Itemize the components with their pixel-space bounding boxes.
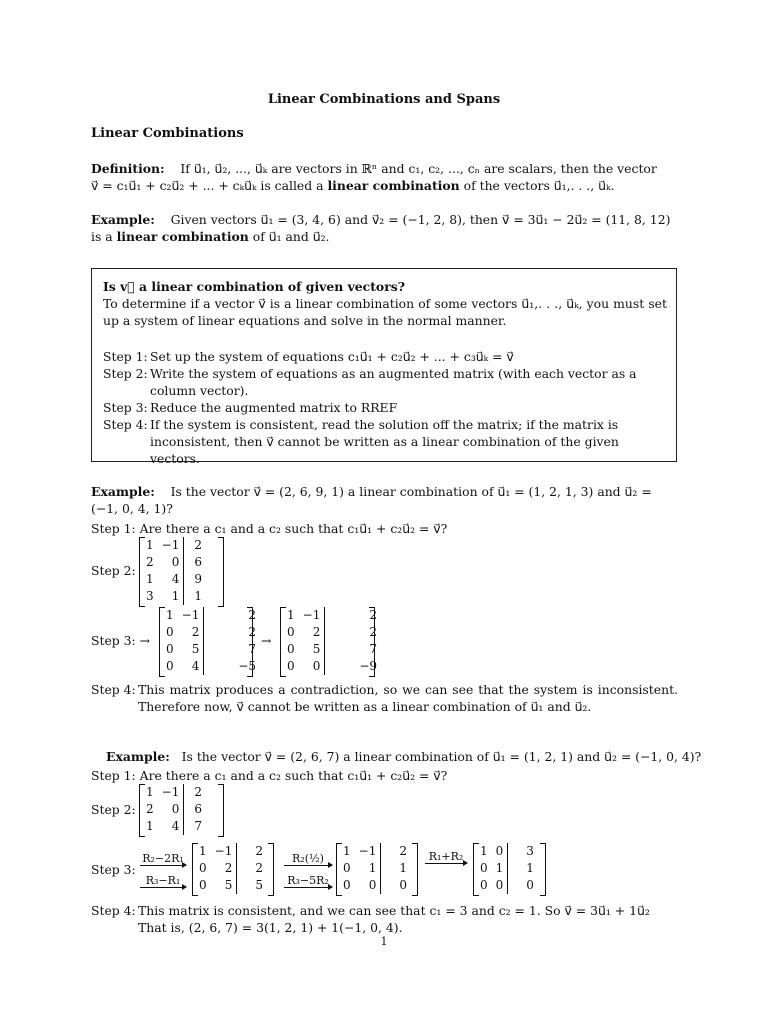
example-3-matrix-step-3a [195,843,267,894]
example-1-label: Example: [91,212,155,227]
matrix-cell: 2 [184,537,206,554]
matrix-row [476,843,538,860]
matrix-cell: −1 [181,608,200,622]
matrix-row [142,554,206,571]
matrix-cell: 5 [312,642,321,656]
box-step-2 [103,365,669,399]
matrix-row [283,658,381,675]
row-op-label: R₁+R₂ [428,850,464,863]
example-1-text-2a: is a [91,229,117,244]
matrix-cell: 0 [343,878,351,892]
matrix-row [283,641,381,658]
arrow-icon [425,863,467,864]
example-3-text-1: Is the vector v⃗ = (2, 6, 7) a linear combination of u⃗₁ = (1, 2, 1) and u⃗₂ = (−1, 0, 4)? [181,749,702,764]
example-3-step-4-line-1: This matrix is consistent, and we can see that c₁ = 3 and c₂ = 1. So v⃗ = 3u⃗₁ + 1u⃗₂ [138,903,650,918]
matrix-cell: −1 [214,844,233,858]
example-1-line-1 [91,211,677,228]
matrix-cell: 0 [480,861,488,875]
matrix-cell: 2 [204,624,260,641]
box-step-4 [103,416,669,467]
box-step-2-label: Step 2: [103,366,148,381]
matrix-row [142,784,206,801]
matrix-row [283,607,381,624]
matrix-cell: 9 [184,571,206,588]
box-steps [103,348,669,467]
matrix-row [142,801,206,818]
procedure-box [91,268,677,466]
matrix-cell: 2 [325,607,381,624]
matrix-cell: 0 [343,861,351,875]
example-2-matrix-step-2 [142,537,206,605]
matrix-cell: 0 [199,878,207,892]
row-op-arrow [140,852,186,866]
row-op-label: R₂−2R₁ [142,852,184,865]
matrix-cell: 1 [146,785,154,799]
arrow-icon [140,887,186,888]
row-op-arrow [284,852,332,866]
matrix-cell: 6 [184,801,206,818]
example-2-step-2-label: Step 2: [91,563,136,578]
matrix-cell: −1 [161,538,180,552]
matrix-cell: 0 [495,878,504,892]
box-step-3-text: Reduce the augmented matrix to RREF [150,400,398,415]
example-2-paragraph [91,483,677,517]
matrix-cell: 0 [199,861,207,875]
matrix-cell: −5 [204,658,260,675]
matrix-row [339,877,411,894]
example-3-step-2-label: Step 2: [91,802,136,817]
row-op-label: R₃−5R₂ [287,874,329,887]
matrix-cell: 2 [204,607,260,624]
example-2-step-1: Step 1: Are there a c₁ and a c₂ such that c₁u⃗₁ + c₂u⃗₂ = v⃗? [91,521,448,536]
example-2-matrix-step-3b [283,607,381,675]
matrix-bracket-right [218,784,224,837]
matrix-cell: 1 [166,608,174,622]
matrix-cell: 4 [171,572,180,586]
matrix-row [195,860,267,877]
definition-line-2 [91,177,677,194]
example-3-matrix-step-3c [476,843,538,894]
matrix-cell: 3 [146,589,154,603]
row-op-label: R₂(½) [292,852,324,865]
matrix-cell: 7 [204,641,260,658]
example-3-label: Example: [106,749,170,764]
matrix-cell: −1 [302,608,321,622]
page-title: Linear Combinations and Spans [267,92,501,107]
matrix-row [162,658,260,675]
matrix-cell: 4 [191,659,200,673]
matrix-cell: 5 [191,642,200,656]
arrow-icon [284,865,332,866]
box-heading: Is v⃗ a linear combination of given vectors? [103,279,405,294]
matrix-cell: 2 [237,843,267,860]
box-step-4-label: Step 4: [103,417,148,432]
example-3-step-1: Step 1: Are there a c₁ and a c₂ such that c₁u⃗₁ + c₂u⃗₂ = v⃗? [91,768,448,783]
matrix-cell: 1 [184,588,206,605]
matrix-cell: 0 [287,642,295,656]
matrix-cell: 0 [171,555,180,569]
matrix-cell: 0 [508,877,538,894]
example-2-step-4-label: Step 4: [91,682,136,697]
matrix-row [142,571,206,588]
matrix-cell: 7 [184,818,206,835]
matrix-cell: −1 [161,785,180,799]
matrix-cell: 1 [146,819,154,833]
matrix-cell: −9 [325,658,381,675]
matrix-cell: −1 [358,844,377,858]
definition-line-1 [91,160,677,177]
matrix-cell: 0 [495,844,504,858]
matrix-cell: 0 [381,877,411,894]
matrix-cell: 2 [224,861,233,875]
row-op-arrow [284,874,332,888]
box-step-1-label: Step 1: [103,349,148,364]
example-1-text-2b: of u⃗₁ and u⃗₂. [248,229,330,244]
page-number: 1 [380,935,388,948]
example-3-matrix-step-3b [339,843,411,894]
example-2-matrix-step-3a [162,607,260,675]
box-step-1-text: Set up the system of equations c₁u⃗₁ + c₂u⃗₂ + ... + c₃u⃗ₖ = v⃗ [150,349,514,364]
matrix-cell: 6 [184,554,206,571]
matrix-cell: 1 [343,844,351,858]
matrix-row [142,818,206,835]
definition-bold-term: linear combination [327,178,460,193]
example-2-line-1 [91,483,677,500]
matrix-cell: 0 [287,659,295,673]
matrix-cell: 1 [480,844,488,858]
arrow-icon [140,865,186,866]
example-3-step-4-label: Step 4: [91,903,136,918]
example-3-step-4-line-2: That is, (2, 6, 7) = 3(1, 2, 1) + 1(−1, 0, 4). [138,920,403,935]
matrix-row [339,860,411,877]
matrix-row [162,641,260,658]
definition-text-1: If u⃗₁, u⃗₂, ..., u⃗ₖ are vectors in ℝⁿ and c₁, c₂, ..., cₙ are scalars, then the vector [180,161,657,176]
matrix-cell: 0 [312,659,321,673]
matrix-cell: 0 [368,878,377,892]
example-1-line-2 [91,228,677,245]
matrix-row [162,624,260,641]
matrix-row [283,624,381,641]
matrix-cell: 2 [146,555,154,569]
matrix-cell: 7 [325,641,381,658]
matrix-cell: 1 [287,608,295,622]
matrix-row [476,877,538,894]
matrix-bracket-right [268,843,274,896]
box-step-4-text: If the system is consistent, read the solution off the matrix; if the matrix is inconsistent, then v⃗ cannot be written as a linear combination of the given vectors. [150,417,619,466]
example-2-text-1: Is the vector v⃗ = (2, 6, 9, 1) a linear combination of u⃗₁ = (1, 2, 1, 3) and u⃗₂ = [170,484,652,499]
example-2-label: Example: [91,484,155,499]
example-3-step-3-label: Step 3: [91,862,136,877]
matrix-cell: 2 [146,802,154,816]
matrix-cell: 1 [381,860,411,877]
example-2-arrow: → [261,633,272,648]
definition-label: Definition: [91,161,165,176]
matrix-cell: 0 [287,625,295,639]
matrix-cell: 5 [237,877,267,894]
row-op-label: R₃−R₁ [145,874,181,887]
example-3-matrix-step-2 [142,784,206,835]
matrix-row [162,607,260,624]
box-intro: To determine if a vector v⃗ is a linear combination of some vectors u⃗₁,. . ., u⃗ₖ, you must set up a system of linear equations and solve in the normal manner. [103,296,667,328]
matrix-cell: 1 [146,572,154,586]
section-heading: Linear Combinations [91,126,244,141]
matrix-cell: 1 [495,861,504,875]
definition-text-2b: of the vectors u⃗₁,. . ., u⃗ₖ. [459,178,615,193]
matrix-cell: 1 [146,538,154,552]
example-1-bold-term: linear combination [116,229,249,244]
example-2-step-4-text: This matrix produces a contradiction, so we can see that the system is inconsistent. Therefore now, v⃗ cannot be written as a linear combination of u⃗₁ and u⃗₂. [138,682,678,714]
row-op-arrow [425,850,467,864]
matrix-row [142,588,206,605]
matrix-bracket-right [369,607,375,677]
matrix-bracket-right [218,537,224,607]
matrix-row [339,843,411,860]
example-1-paragraph [91,211,677,245]
matrix-row [476,860,538,877]
matrix-cell: 1 [199,844,207,858]
arrow-icon [284,887,332,888]
matrix-cell: 1 [508,860,538,877]
example-2-step-3-label: Step 3: → [91,633,151,648]
matrix-cell: 1 [368,861,377,875]
example-2-text-2: (−1, 0, 4, 1)? [91,501,173,516]
matrix-cell: 0 [480,878,488,892]
matrix-cell: 2 [325,624,381,641]
matrix-cell: 1 [171,589,180,603]
matrix-cell: 2 [381,843,411,860]
matrix-bracket-right [247,607,253,677]
matrix-cell: 2 [312,625,321,639]
matrix-bracket-right [540,843,546,896]
matrix-row [142,537,206,554]
definition-text-2a: v⃗ = c₁u⃗₁ + c₂u⃗₂ + ... + cₖu⃗ₖ is called a [91,178,328,193]
matrix-cell: 2 [184,784,206,801]
matrix-cell: 3 [508,843,538,860]
matrix-row [195,877,267,894]
box-step-3 [103,399,669,416]
definition-paragraph [91,160,677,194]
matrix-cell: 0 [166,642,174,656]
matrix-cell: 4 [171,819,180,833]
matrix-cell: 2 [191,625,200,639]
example-1-text-1: Given vectors u⃗₁ = (3, 4, 6) and v⃗₂ = (−1, 2, 8), then v⃗ = 3u⃗₁ − 2u⃗₂ = (11, 8, 12) [170,212,671,227]
example-3-line-1 [106,748,701,765]
box-step-2-text: Write the system of equations as an augmented matrix (with each vector as a column vector). [150,366,637,398]
matrix-row [195,843,267,860]
row-op-arrow [140,874,186,888]
matrix-cell: 0 [171,802,180,816]
matrix-bracket-right [412,843,418,896]
matrix-cell: 5 [224,878,233,892]
matrix-cell: 0 [166,625,174,639]
box-step-3-label: Step 3: [103,400,148,415]
box-step-1 [103,348,669,365]
matrix-cell: 0 [166,659,174,673]
matrix-cell: 2 [237,860,267,877]
